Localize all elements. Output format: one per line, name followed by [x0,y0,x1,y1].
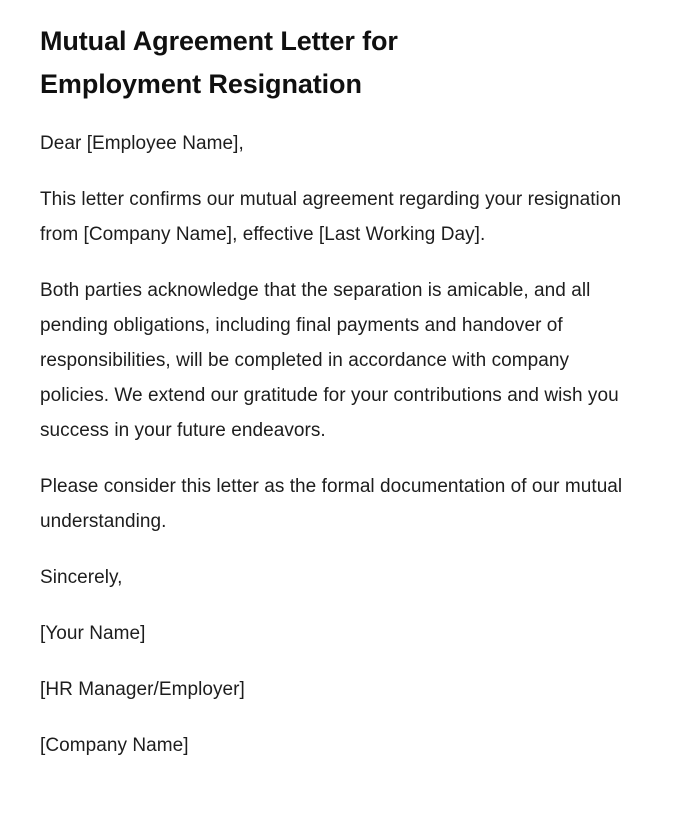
signature-name: [Your Name] [40,623,146,644]
letter-closing: Sincerely, [40,567,123,588]
letter-paragraph-2: Both parties acknowledge that the separation is amicable, and all pending obligations, including final payments and handover of responsibilities, will be completed in accordance with company policies. We extend our gratitude for your contributions and wish you success in your future endeavors. [40,280,619,441]
signature-company: [Company Name] [40,735,189,756]
letter-salutation: Dear [Employee Name], [40,133,244,154]
letter-paragraph-3: Please consider this letter as the formal documentation of our mutual understanding. [40,476,623,532]
letter-body [40,126,635,763]
signature-title: [HR Manager/Employer] [40,679,245,700]
page-title: Mutual Agreement Letter for Employment Resignation [40,26,398,99]
letter-paragraph-1: This letter confirms our mutual agreement regarding your resignation from [Company Name], effective [Last Working Day]. [40,189,622,245]
